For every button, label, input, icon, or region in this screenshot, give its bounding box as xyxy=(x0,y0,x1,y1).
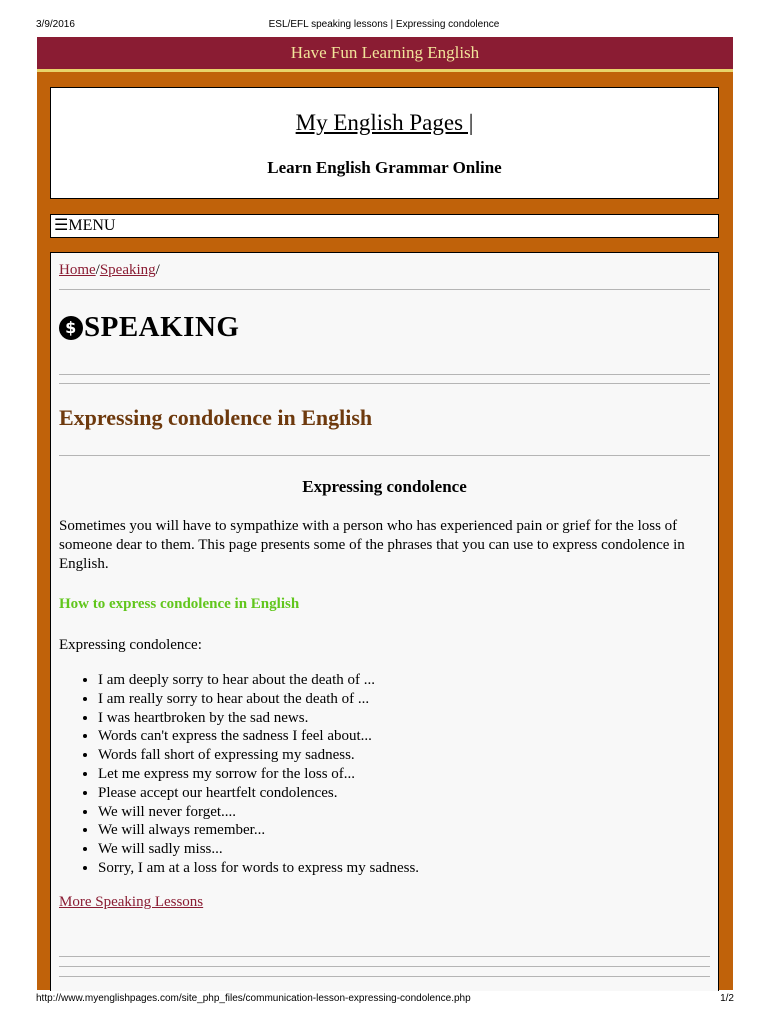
main-content xyxy=(50,252,719,991)
divider xyxy=(59,976,710,977)
print-page-number: 1/2 xyxy=(720,993,734,1004)
list-item: • We will sadly miss... xyxy=(98,840,419,859)
list-item: • We will always remember... xyxy=(98,821,419,840)
print-date: 3/9/2016 xyxy=(36,19,75,30)
divider xyxy=(59,455,710,456)
hamburger-icon: ☰ xyxy=(54,217,69,234)
how-to-heading: How to express condolence in English xyxy=(59,596,300,612)
divider xyxy=(59,966,710,967)
breadcrumb xyxy=(59,262,160,279)
list-item: • Sorry, I am at a loss for words to express my sadness. xyxy=(98,859,419,878)
site-subtitle: Learn English Grammar Online xyxy=(267,158,502,177)
list-item: • We will never forget.... xyxy=(98,803,419,822)
lesson-subtitle: Expressing condolence xyxy=(302,477,467,496)
more-speaking-lessons-link[interactable] xyxy=(59,894,203,911)
dollar-circle-icon: $ xyxy=(59,316,83,340)
print-page-title: ESL/EFL speaking lessons | Expressing condolence xyxy=(268,19,500,30)
intro-paragraph: Sometimes you will have to sympathize with a person who has experienced pain or grief for the loss of someone dear to them. This page presents some of the phrases that you can use to express condolence in English. xyxy=(59,518,685,572)
list-item: • Words fall short of expressing my sadness. xyxy=(98,746,419,765)
list-item: • I was heartbroken by the sad news. xyxy=(98,709,419,728)
print-footer xyxy=(0,990,768,1024)
divider xyxy=(59,956,710,957)
list-item: • I am really sorry to hear about the death of ... xyxy=(98,690,419,709)
phrase-list xyxy=(59,671,419,878)
breadcrumb-trail: / xyxy=(155,262,160,278)
divider xyxy=(59,383,710,384)
list-label: Expressing condolence: xyxy=(59,637,202,653)
divider xyxy=(59,374,710,375)
tagline-bar: Have Fun Learning English xyxy=(37,37,733,69)
section-heading xyxy=(59,311,239,344)
print-url: http://www.myenglishpages.com/site_php_files/communication-lesson-expressing-condolence.php xyxy=(36,993,471,1004)
print-header xyxy=(0,0,768,34)
breadcrumb-speaking-link[interactable]: Speaking xyxy=(99,262,156,278)
breadcrumb-home-link[interactable]: Home xyxy=(59,262,96,278)
breadcrumb-separator: / xyxy=(95,262,100,278)
divider xyxy=(59,289,710,290)
menu-toggle[interactable] xyxy=(50,214,719,238)
list-item: • Please accept our heartfelt condolences. xyxy=(98,784,419,803)
more-link-text[interactable]: More Speaking Lessons xyxy=(59,894,204,910)
menu-label: MENU xyxy=(68,217,116,234)
list-item: • I am deeply sorry to hear about the death of ... xyxy=(98,671,419,690)
list-item: • Let me express my sorrow for the loss of... xyxy=(98,765,419,784)
site-header xyxy=(50,87,719,199)
list-item: • Words can't express the sadness I feel about... xyxy=(98,727,419,746)
site-title-link[interactable]: My English Pages | xyxy=(295,110,474,135)
page-title: Expressing condolence in English xyxy=(59,405,373,430)
section-label: SPEAKING xyxy=(84,311,240,343)
